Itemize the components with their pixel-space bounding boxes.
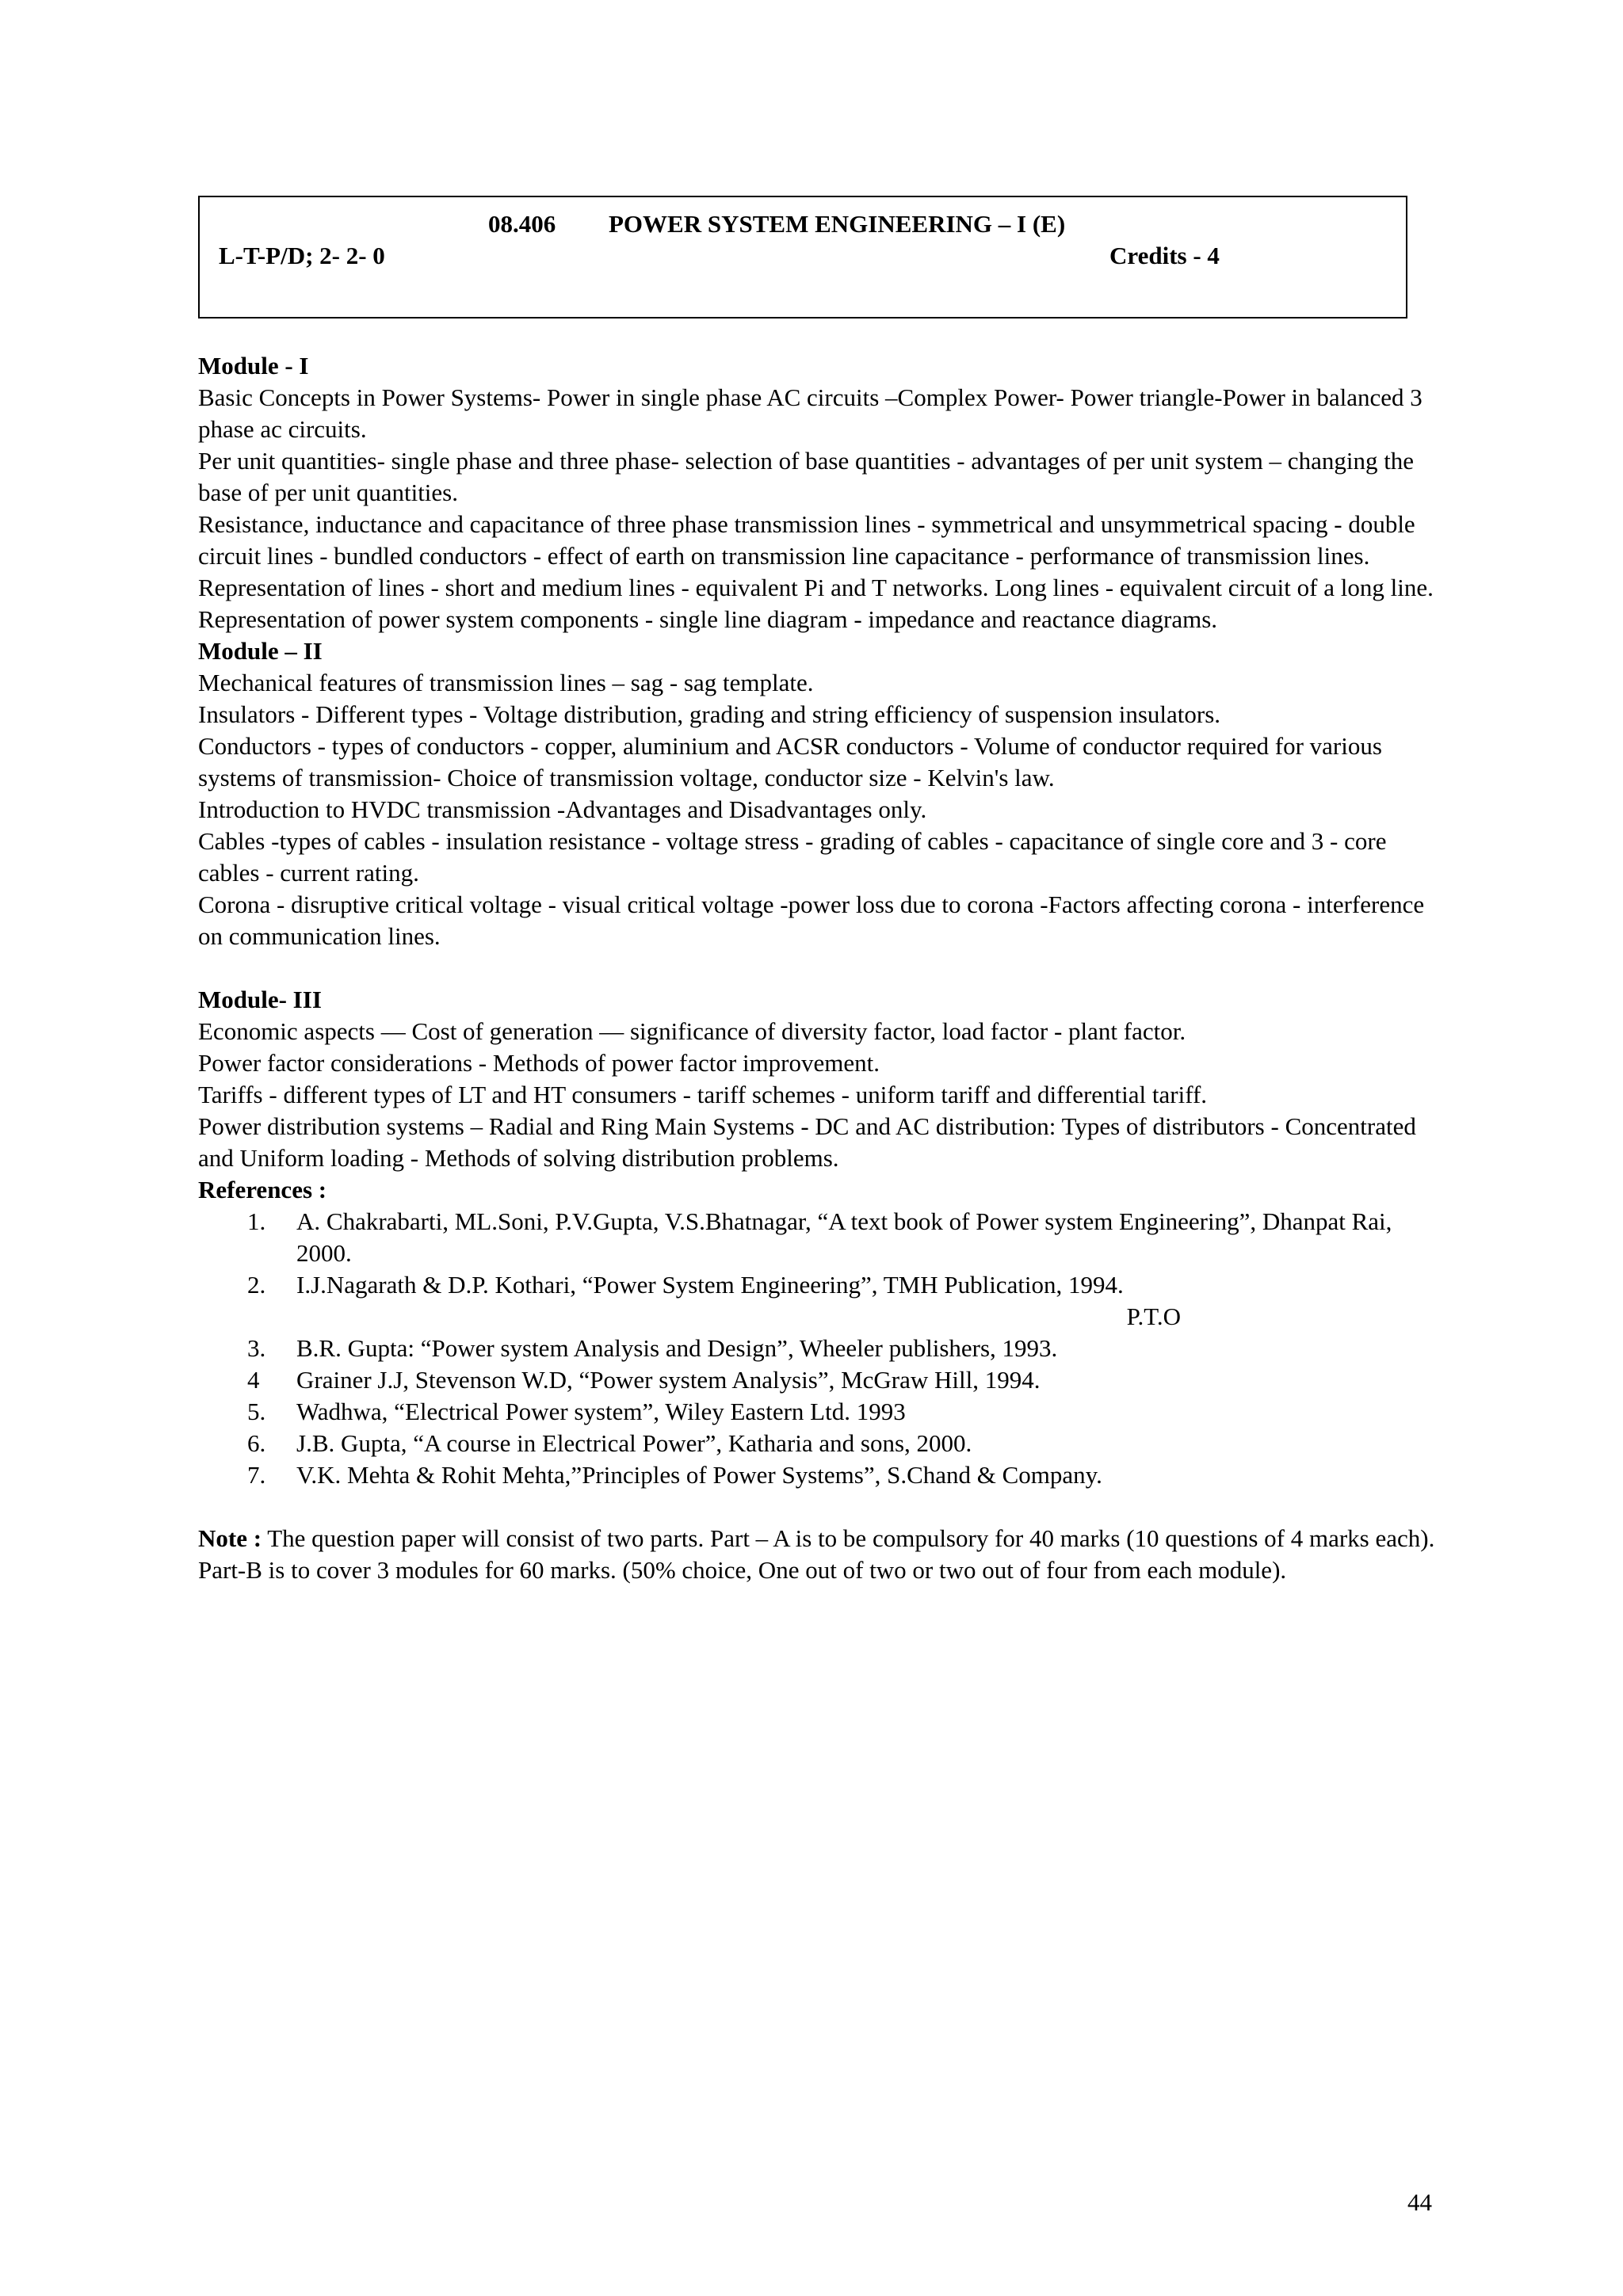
reference-text: B.R. Gupta: “Power system Analysis and Design”, Wheeler publishers, 1993. <box>296 1334 1058 1362</box>
module-paragraph: Power distribution systems – Radial and Ring Main Systems - DC and AC distribution: Types of distributors - Concentrated and Uniform loading - Methods of solving distribution problems. <box>198 1112 1416 1172</box>
references-list-continued <box>198 1333 1442 1491</box>
reference-number: 6. <box>247 1429 266 1457</box>
module-title: Module – II <box>198 637 323 665</box>
reference-text: J.B. Gupta, “A course in Electrical Power”, Katharia and sons, 2000. <box>296 1429 972 1457</box>
references-section <box>198 1174 1442 1491</box>
module-paragraph: Tariffs - different types of LT and HT consumers - tariff schemes - uniform tariff and differential tariff. <box>198 1081 1208 1108</box>
reference-item <box>198 1428 1442 1459</box>
module-paragraph: Corona - disruptive critical voltage - visual critical voltage -power loss due to corona -Factors affecting corona - interference on communication lines. <box>198 891 1425 950</box>
module-title: Module - I <box>198 352 309 379</box>
reference-text: Wadhwa, “Electrical Power system”, Wiley Eastern Ltd. 1993 <box>296 1398 906 1425</box>
module-paragraph: Mechanical features of transmission lines – sag - sag template. <box>198 669 814 696</box>
course-header-box <box>198 196 1407 318</box>
reference-number: 1. <box>247 1207 266 1235</box>
module-paragraph: Basic Concepts in Power Systems- Power in single phase AC circuits –Complex Power- Power triangle-Power in balanced 3 phase ac circuits. <box>198 383 1423 443</box>
course-credits: Credits - 4 <box>1109 242 1220 269</box>
page-number: 44 <box>1407 2188 1432 2216</box>
reference-text: I.J.Nagarath & D.P. Kothari, “Power System Engineering”, TMH Publication, 1994. <box>296 1271 1124 1299</box>
syllabus-content <box>198 350 1442 1586</box>
section-spacer <box>198 952 1442 984</box>
module-title: Module- III <box>198 986 322 1013</box>
reference-item <box>198 1333 1442 1364</box>
reference-text: A. Chakrabarti, ML.Soni, P.V.Gupta, V.S.Bhatnagar, “A text book of Power system Engineering”, Dhanpat Rai, 2000. <box>296 1207 1392 1267</box>
reference-item <box>198 1459 1442 1491</box>
module-paragraph: Economic aspects — Cost of generation — significance of diversity factor, load factor - plant factor. <box>198 1017 1186 1045</box>
reference-text: Grainer J.J, Stevenson W.D, “Power system Analysis”, McGraw Hill, 1994. <box>296 1366 1041 1394</box>
pto-marker: P.T.O <box>1126 1302 1181 1330</box>
module-2 <box>198 635 1442 952</box>
references-title: References : <box>198 1176 327 1203</box>
exam-note <box>198 1523 1442 1586</box>
ltp-hours: L-T-P/D; 2- 2- 0 <box>219 242 385 269</box>
references-list <box>198 1206 1442 1301</box>
reference-item <box>198 1396 1442 1428</box>
note-text: The question paper will consist of two parts. Part – A is to be compulsory for 40 marks (10 questions of 4 marks each). Part-B is to cover 3 modules for 60 marks. (50% choice, One out of two or two out of four from each module). <box>198 1524 1435 1584</box>
section-spacer <box>198 1491 1442 1523</box>
module-paragraph: Insulators - Different types - Voltage distribution, grading and string efficiency of suspension insulators. <box>198 700 1221 728</box>
module-paragraph: Per unit quantities- single phase and three phase- selection of base quantities - advantages of per unit system – changing the base of per unit quantities. <box>198 447 1415 506</box>
course-title: POWER SYSTEM ENGINEERING – I (E) <box>609 210 1066 238</box>
reference-number: 5. <box>247 1398 266 1425</box>
module-paragraph: Resistance, inductance and capacitance of three phase transmission lines - symmetrical and unsymmetrical spacing - double circuit lines - bundled conductors - effect of earth on transmission line capacitance - performance of transmission lines. <box>198 510 1415 570</box>
reference-text: V.K. Mehta & Rohit Mehta,”Principles of Power Systems”, S.Chand & Company. <box>296 1461 1102 1489</box>
reference-item <box>198 1206 1442 1269</box>
module-paragraph: Power factor considerations - Methods of power factor improvement. <box>198 1049 880 1077</box>
reference-number: 2. <box>247 1271 266 1299</box>
module-paragraph: Representation of lines - short and medium lines - equivalent Pi and T networks. Long lines - equivalent circuit of a long line. <box>198 574 1434 601</box>
reference-number: 4 <box>247 1366 260 1394</box>
reference-item <box>198 1269 1442 1301</box>
reference-number: 7. <box>247 1461 266 1489</box>
reference-item <box>198 1364 1442 1396</box>
note-label: Note : <box>198 1524 262 1552</box>
module-paragraph: Representation of power system components - single line diagram - impedance and reactance diagrams. <box>198 605 1218 633</box>
reference-number: 3. <box>247 1334 266 1362</box>
module-paragraph: Conductors - types of conductors - copper, aluminium and ACSR conductors - Volume of conductor required for various systems of transmission- Choice of transmission voltage, conductor size - Kelvin's law. <box>198 732 1382 791</box>
module-paragraph: Introduction to HVDC transmission -Advantages and Disadvantages only. <box>198 795 927 823</box>
module-1 <box>198 350 1442 635</box>
module-paragraph: Cables -types of cables - insulation resistance - voltage stress - grading of cables - capacitance of single core and 3 - core cables - current rating. <box>198 827 1387 887</box>
course-code: 08.406 <box>488 210 556 238</box>
module-3 <box>198 984 1442 1174</box>
